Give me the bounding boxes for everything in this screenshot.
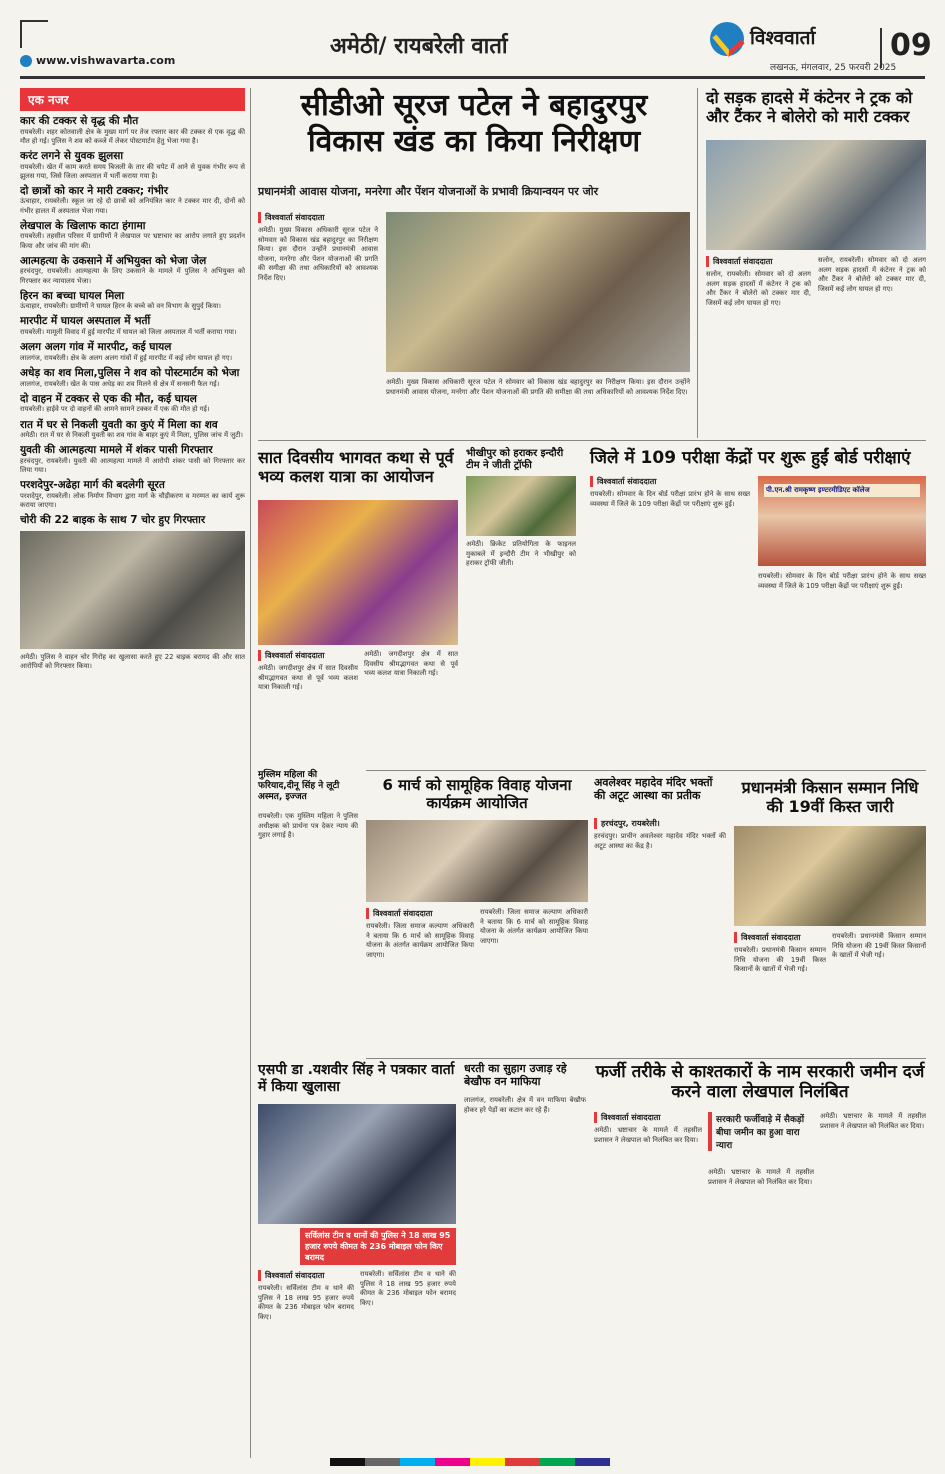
section-rule bbox=[366, 1058, 926, 1059]
board-exam-body: रायबरेली। सोमवार के दिन बोर्ड परीक्षा प्रारंभ होने के साथ सख्त व्यवस्था में जिले के 109 परीक्षा केंद्रों पर परीक्षाएं शुरू हुईं। bbox=[590, 490, 750, 508]
masthead-rule bbox=[20, 76, 925, 79]
lead-body-continued: अमेठी। मुख्य विकास अधिकारी सूरज पटेल ने सोमवार को विकास खंड बहादुरपुर का निरीक्षण किया। इस दौरान उन्होंने प्रधानमंत्री आवास योजना, मनरेगा और पेंशन योजनाओं की प्रगति की समीक्षा की तथा अधिकारियों को आवश्यक निर्देश दिए। bbox=[386, 378, 690, 396]
mafia-body: लालगंज, रायबरेली। क्षेत्र में वन माफिया बेखौफ होकर हरे पेड़ों का कटान कर रहे हैं। bbox=[464, 1096, 586, 1114]
section-rule bbox=[366, 770, 926, 771]
brief-text: रायबरेली। खेत में काम करते समय बिजली के तार की चपेट में आने से युवक गंभीर रूप से झुलस गया, जिसे जिला अस्पताल में भर्ती कराया गया है। bbox=[20, 162, 245, 180]
ek-najar-heading: एक नजर bbox=[20, 88, 245, 111]
sp-headline: एसपी डा .यशवीर सिंह ने पत्रकार वार्ता में किया खुलासा bbox=[258, 1062, 455, 1095]
lead-body: अमेठी। मुख्य विकास अधिकारी सूरज पटेल ने सोमवार को विकास खंड बहादुरपुर का निरीक्षण किया। इस दौरान उन्होंने प्रधानमंत्री आवास योजना, मनरेगा और पेंशन योजनाओं की प्रगति की समीक्षा की तथा अधिकारियों को आवश्यक निर्देश दिए। bbox=[258, 226, 378, 282]
sp-body: रायबरेली। सर्विलांस टीम व थाने की पुलिस ने 18 लाख 95 हजार रुपये कीमत के 236 मोबाइल फोन बरामद किए। bbox=[258, 1284, 354, 1321]
trophy-body: अमेठी। क्रिकेट प्रतियोगिता के फाइनल मुकाबले में इन्दौरी टीम ने भीखीपुर को हराकर ट्रॉफी जीती। bbox=[466, 540, 576, 568]
brief-title: दो छात्रों को कार ने मारी टक्कर; गंभीर bbox=[20, 184, 169, 197]
page-number: 09 bbox=[880, 28, 932, 68]
fraud-byline: विश्ववार्ता संवाददाता bbox=[594, 1112, 702, 1123]
marriage-byline: विश्ववार्ता संवाददाता bbox=[366, 908, 474, 919]
brief-text: अमेठी। पुलिस ने वाहन चोर गिरोह का खुलासा करते हुए 22 बाइक बरामद की और सात आरोपियों को गिरफ्तार किया। bbox=[20, 652, 245, 670]
lead-subhead: प्रधानमंत्री आवास योजना, मनरेगा और पेंशन योजनाओं के प्रभावी क्रियान्वयन पर जोर bbox=[258, 185, 599, 198]
lead-byline: विश्ववार्ता संवाददाता bbox=[258, 212, 378, 223]
fraud-body-continued-2: अमेठी। भ्रष्टाचार के मामले में तहसील प्रशासन ने लेखपाल को निलंबित कर दिया। bbox=[820, 1112, 926, 1130]
brief-title: परशदेपुर-अढेहा मार्ग की बदलेगी सूरत bbox=[20, 479, 165, 492]
board-exam-headline: जिले में 109 परीक्षा केंद्रों पर शुरू हुईं बोर्ड परीक्षाएं bbox=[590, 448, 911, 468]
browser-icon bbox=[20, 55, 32, 67]
temple-byline: हरचंदपुर, रायबरेली। bbox=[594, 818, 726, 829]
trophy-photo bbox=[466, 476, 576, 536]
brief-title: लेखपाल के खिलाफ काटा हंगामा bbox=[20, 219, 146, 232]
brief-text: रायबरेली। हाईवे पर दो वाहनों की आमने सामने टक्कर में एक की मौत हो गई। bbox=[20, 405, 210, 414]
brief-text: लालगंज, रायबरेली। क्षेत्र के अलग अलग गांवों में हुई मारपीट में कई लोग घायल हो गए। bbox=[20, 353, 233, 362]
brief-text: लालगंज, रायबरेली। खेत के पास अधेड़ का शव मिलने से क्षेत्र में सनसनी फैल गई। bbox=[20, 379, 220, 388]
bike-recovery-photo bbox=[20, 531, 245, 649]
brief-title: करंट लगने से युवक झुलसा bbox=[20, 149, 124, 162]
masthead bbox=[0, 0, 945, 78]
brief-text: हरचंदपुर, रायबरेली। आत्महत्या के लिए उकसाने के मामले में पुलिस ने अभियुक्त को गिरफ्तार कर न्यायालय भेजा। bbox=[20, 267, 245, 285]
column-divider bbox=[697, 88, 698, 438]
brief-title: चोरी की 22 बाइक के साथ 7 चोर हुए गिरफ्तार bbox=[20, 514, 206, 527]
issue-date: लखनऊ, मंगलवार, 25 फरवरी 2025 bbox=[770, 63, 897, 73]
accident-body: सलोन, रायबरेली। सोमवार को दो अलग अलग सड़क हादसों में कंटेनर ने ट्रक को और टैंकर ने बोलेरो को टक्कर मार दी, जिसमें कई लोग घायल हो गए। bbox=[706, 270, 811, 307]
brand-logo bbox=[710, 22, 870, 62]
fraud-body-continued: अमेठी। भ्रष्टाचार के मामले में तहसील प्रशासन ने लेखपाल को निलंबित कर दिया। bbox=[708, 1168, 814, 1186]
board-exam-byline: विश्ववार्ता संवाददाता bbox=[590, 476, 750, 487]
brief-title: मारपीट में घायल अस्पताल में भर्ती bbox=[20, 315, 151, 328]
brief-text: ऊंचाहार, रायबरेली। ग्रामीणों ने घायल हिरन के बच्चे को वन विभाग के सुपुर्द किया। bbox=[20, 302, 221, 311]
marriage-body: रायबरेली। जिला समाज कल्याण अधिकारी ने बताया कि 6 मार्च को सामूहिक विवाह योजना के अंतर्गत कार्यक्रम आयोजित किया जाएगा। bbox=[366, 922, 474, 959]
college-sign: पी.एन.श्री रामकृष्ण इण्टरमीडिएट कॉलेज bbox=[764, 484, 920, 497]
brief-title: दो वाहन में टक्कर से एक की मौत, कई घायल bbox=[20, 392, 197, 405]
lead-photo bbox=[386, 212, 690, 372]
column-divider bbox=[250, 88, 251, 1458]
kisan-byline: विश्ववार्ता संवाददाता bbox=[734, 932, 826, 943]
fraud-body: अमेठी। भ्रष्टाचार के मामले में तहसील प्रशासन ने लेखपाल को निलंबित कर दिया। bbox=[594, 1126, 702, 1144]
muslim-woman-body: रायबरेली। एक मुस्लिम महिला ने पुलिस अधीक्षक को प्रार्थना पत्र देकर न्याय की गुहार लगाई है। bbox=[258, 812, 358, 840]
bhagwat-byline: विश्ववार्ता संवाददाता bbox=[258, 650, 358, 661]
marriage-meeting-photo bbox=[366, 820, 588, 902]
bhagwat-headline: सात दिवसीय भागवत कथा से पूर्व भव्य कलश यात्रा का आयोजन bbox=[258, 448, 454, 487]
brief-text: हरचंदपुर, रायबरेली। युवती की आत्महत्या मामले में आरोपी शंकर पासी को गिरफ्तार कर लिया गया। bbox=[20, 456, 245, 475]
site-url[interactable] bbox=[20, 54, 175, 67]
brief-title: हिरन का बच्चा घायल मिला bbox=[20, 289, 125, 302]
brief-text: ऊंचाहार, रायबरेली। स्कूल जा रहे दो छात्रों को अनियंत्रित कार ने टक्कर मार दी, दोनों को गंभीर हालत में अस्पताल भेजा गया। bbox=[20, 197, 245, 215]
brief-title: युवती की आत्महत्या मामले में शंकर पासी गिरफ्तार bbox=[20, 444, 213, 457]
ek-najar-column bbox=[20, 88, 245, 1453]
brief-text: परशदेपुर, रायबरेली। लोक निर्माण विभाग द्वारा मार्ग के चौड़ीकरण व मरम्मत का कार्य शुरू कराया जाएगा। bbox=[20, 491, 245, 509]
brief-text: रायबरेली। शहर कोतवाली क्षेत्र के मुख्य मार्ग पर तेज रफ्तार कार की टक्कर से एक वृद्ध की मौत हो गई। पुलिस ने शव को कब्जे में लेकर पोस्टमार्टम हेतु भेजा गया है। bbox=[20, 127, 245, 145]
sp-photo-caption: सर्विलांस टीम व थानों की पुलिस ने 18 लाख 95 हजार रुपये कीमत के 236 मोबाइल फोन किए बरामद bbox=[300, 1228, 456, 1265]
brand-name: विश्ववार्ता bbox=[750, 27, 816, 49]
marriage-headline: 6 मार्च को सामूहिक विवाह योजना कार्यक्रम आयोजित bbox=[382, 776, 572, 812]
brief-text: रायबरेली। तहसील परिसर में ग्रामीणों ने लेखपाल पर भ्रष्टाचार का आरोप लगाते हुए प्रदर्शन किया और जांच की मांग की। bbox=[20, 232, 245, 250]
fraud-headline: फर्जी तरीके से काश्तकारों के नाम सरकारी जमीन दर्ज करने वाला लेखपाल निलंबित bbox=[595, 1062, 925, 1103]
section-rule bbox=[258, 440, 926, 441]
sp-body-continued: रायबरेली। सर्विलांस टीम व थाने की पुलिस ने 18 लाख 95 हजार रुपये कीमत के 236 मोबाइल फोन बरामद किए। bbox=[360, 1270, 456, 1307]
kisan-headline: प्रधानमंत्री किसान सम्मान निधि की 19वीं किस्त जारी bbox=[741, 778, 919, 817]
college-photo bbox=[758, 476, 926, 566]
fraud-highlight-box: सरकारी फर्जीवाड़े में सैकड़ों बीघा जमीन का हुआ वारा न्यारा bbox=[708, 1112, 814, 1151]
brief-title: आत्महत्या के उकसाने में अभियुक्त को भेजा जेल bbox=[20, 254, 207, 267]
marriage-body-continued: रायबरेली। जिला समाज कल्याण अधिकारी ने बताया कि 6 मार्च को सामूहिक विवाह योजना के अंतर्गत कार्यक्रम आयोजित किया जाएगा। bbox=[480, 908, 588, 945]
mafia-headline: धरती का सुहाग उजाड़ रहे बेखौफ वन माफिया bbox=[464, 1062, 567, 1089]
mobile-recovery-photo bbox=[258, 1104, 456, 1224]
kalash-yatra-photo bbox=[258, 500, 458, 645]
muslim-woman-headline: मुस्लिम महिला की फरियाद,दीनू सिंह ने लूटी अस्मत, इज्जत bbox=[258, 770, 340, 802]
brief-title: अधेड़ का शव मिला,पुलिस ने शव को पोस्टमार्टम को भेजा bbox=[20, 366, 240, 379]
temple-body: हरचंदपुर। प्राचीन अवलेश्वर महादेव मंदिर भक्तों की अटूट आस्था का केंद्र है। bbox=[594, 832, 726, 850]
section-title: अमेठी/ रायबरेली वार्ता bbox=[330, 34, 508, 59]
brief-title: अलग अलग गांव में मारपीट, कई घायल bbox=[20, 341, 172, 354]
print-color-bar bbox=[330, 1458, 610, 1466]
bhagwat-body: अमेठी। जगदीशपुर क्षेत्र में सात दिवसीय श्रीमद्भागवत कथा से पूर्व भव्य कलश यात्रा निकाली गई। bbox=[258, 664, 358, 692]
accident-photo bbox=[706, 140, 926, 250]
accident-body-continued: सलोन, रायबरेली। सोमवार को दो अलग अलग सड़क हादसों में कंटेनर ने ट्रक को और टैंकर ने बोलेरो को टक्कर मार दी, जिसमें कई लोग घायल हो गए। bbox=[818, 256, 926, 293]
trophy-headline: भीखीपुर को हराकर इन्दौरी टीम ने जीती ट्रॉफी bbox=[466, 448, 564, 471]
board-exam-body-continued: रायबरेली। सोमवार के दिन बोर्ड परीक्षा प्रारंभ होने के साथ सख्त व्यवस्था में जिले के 109 परीक्षा केंद्रों पर परीक्षाएं शुरू हुईं। bbox=[758, 572, 926, 590]
sp-byline: विश्ववार्ता संवाददाता bbox=[258, 1270, 354, 1281]
kisan-event-photo bbox=[734, 826, 926, 926]
site-url-text: www.vishwavarta.com bbox=[36, 54, 176, 67]
brief-title: कार की टक्कर से वृद्ध की मौत bbox=[20, 115, 139, 127]
kisan-body: रायबरेली। प्रधानमंत्री किसान सम्मान निधि योजना की 19वीं किस्त किसानों के खातों में भेजी गई। bbox=[734, 946, 826, 974]
brief-text: रायबरेली। मामूली विवाद में हुई मारपीट में घायल को जिला अस्पताल में भर्ती कराया गया। bbox=[20, 328, 237, 337]
lead-headline: सीडीओ सूरज पटेल ने बहादुरपुर विकास खंड का किया निरीक्षण bbox=[300, 88, 648, 159]
accident-byline: विश्ववार्ता संवाददाता bbox=[706, 256, 811, 267]
brand-logo-icon bbox=[710, 22, 744, 56]
brief-title: रात में घर से निकली युवती का कुएं में मिला का शव bbox=[20, 418, 218, 431]
temple-headline: अवलेश्वर महादेव मंदिर भक्तों की अटूट आस्था का प्रतीक bbox=[594, 776, 713, 803]
brief-text: अमेठी। रात में घर से निकली युवती का शव गांव के बाहर कुएं में मिला, पुलिस जांच में जुटी। bbox=[20, 431, 243, 440]
kisan-body-continued: रायबरेली। प्रधानमंत्री किसान सम्मान निधि योजना की 19वीं किस्त किसानों के खातों में भेजी गई। bbox=[832, 932, 926, 960]
bhagwat-body-continued: अमेठी। जगदीशपुर क्षेत्र में सात दिवसीय श्रीमद्भागवत कथा से पूर्व भव्य कलश यात्रा निकाली गई। bbox=[364, 650, 458, 678]
crop-mark bbox=[20, 20, 48, 48]
accident-headline: दो सड़क हादसे में कंटेनर ने ट्रक को और टैंकर ने बोलेरो को मारी टक्कर bbox=[706, 88, 913, 127]
